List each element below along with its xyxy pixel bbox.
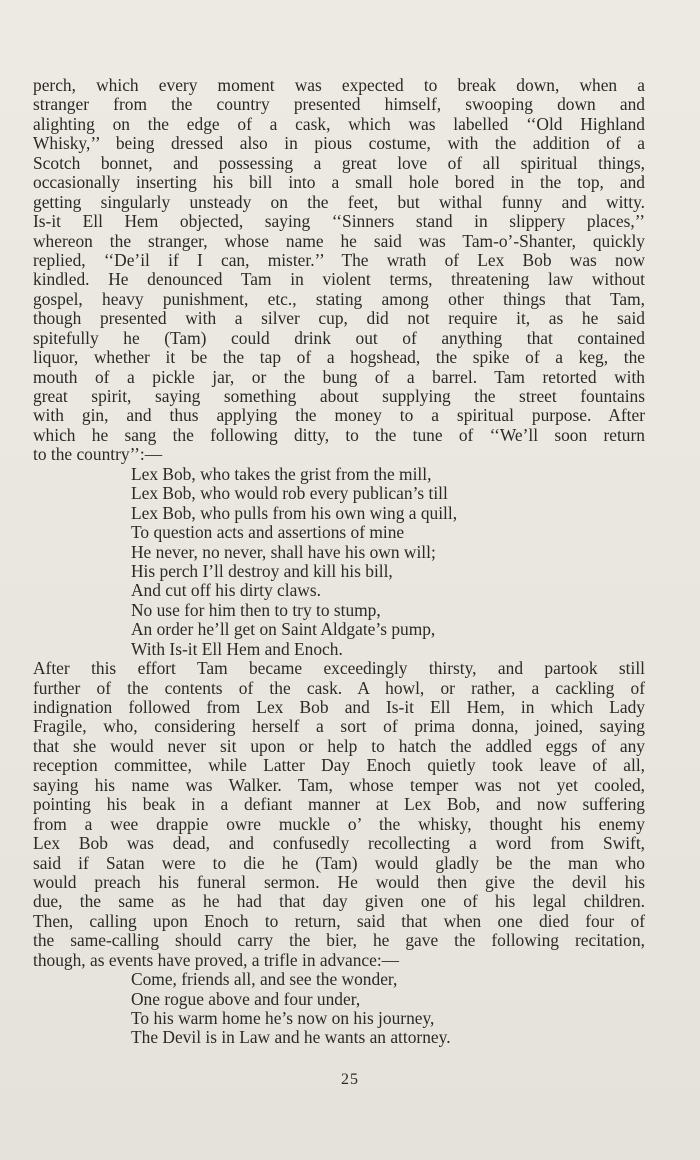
text-line: that she would never sit upon or help to hatch the addled eggs of any: [33, 735, 645, 756]
text-line: due, the same as he had that day given one of his legal children.: [33, 891, 645, 912]
text-line: pointing his beak in a defiant manner at Lex Bob, and now suffering: [33, 794, 645, 815]
text-line: said if Satan were to die he (Tam) would gladly be the man who: [33, 852, 645, 873]
text-line: stranger from the country presented himself, swooping down and: [33, 94, 645, 115]
verse-line: He never, no never, shall have his own will;: [131, 541, 436, 562]
verse-line: To his warm home he’s now on his journey,: [131, 1008, 435, 1028]
paragraph-1: [33, 76, 645, 465]
text-line: saying his name was Walker. Tam, whose temper was not yet cooled,: [33, 774, 645, 795]
verse-line: One rogue above and four under,: [131, 988, 361, 1009]
text-line: great spirit, saying something about supplying the street fountains: [33, 386, 645, 406]
text-line: getting singularly unsteady on the feet, but withal funny and witty.: [33, 191, 645, 212]
text-line: reception committee, while Latter Day Enoch quietly took leave of all,: [33, 755, 645, 776]
text-line: indignation followed from Lex Bob and Is-it Ell Hem, in which Lady: [33, 697, 645, 717]
text-line: gospel, heavy punishment, etc., stating among other things that Tam,: [33, 288, 645, 309]
text-line: liquor, whether it be the tap of a hogshead, the spike of a keg, the: [33, 347, 645, 368]
verse-line: Lex Bob, who pulls from his own wing a quill,: [131, 502, 458, 523]
text-line: After this effort Tam became exceedingly thirsty, and partook still: [33, 658, 645, 679]
text-line: Whisky,’’ being dressed also in pious costume, with the addition of a: [33, 133, 645, 154]
text-line: mouth of a pickle jar, or the bung of a barrel. Tam retorted with: [33, 366, 645, 387]
verse-line: His perch I’ll destroy and kill his bill,: [131, 560, 393, 581]
text-line: further of the contents of the cask. A howl, or rather, a cackling of: [33, 677, 645, 698]
verse-1: [33, 465, 645, 659]
text-line: Scotch bonnet, and possessing a great love of all spiritual things,: [33, 152, 645, 173]
verse-line: Lex Bob, who takes the grist from the mill,: [131, 463, 432, 484]
text-line: the same-calling should carry the bier, he gave the following recitation,: [33, 930, 645, 951]
text-line: from a wee drappie owre muckle o’ the whisky, thought his enemy: [33, 813, 645, 834]
text-line: kindled. He denounced Tam in violent terms, threatening law without: [33, 269, 645, 290]
verse-line: Lex Bob, who would rob every publican’s till: [131, 483, 448, 504]
text-line: whereon the stranger, whose name he said was Tam-o’-Shanter, quickly: [33, 230, 645, 251]
text-line: with gin, and thus applying the money to a spiritual purpose. After: [33, 405, 645, 426]
text-line: occasionally inserting his bill into a small hole bored in the top, and: [33, 172, 645, 193]
text-line: Fragile, who, considering herself a sort of prima donna, joined, saying: [33, 716, 645, 737]
text-line: alighting on the edge of a cask, which was labelled ‘‘Old Highland: [33, 113, 645, 134]
text-line: Is-it Ell Hem objected, saying ‘‘Sinners stand in slippery places,’’: [33, 211, 645, 232]
text-line: would preach his funeral sermon. He would then give the devil his: [33, 871, 645, 892]
text-line: Lex Bob was dead, and confusedly recollecting a word from Swift,: [33, 833, 645, 854]
text-line: spitefully he (Tam) could drink out of anything that contained: [33, 327, 645, 348]
text-line: perch, which every moment was expected to break down, when a: [33, 75, 645, 95]
verse-line: To question acts and assertions of mine: [131, 522, 405, 543]
verse-line: And cut off his dirty claws.: [131, 580, 321, 601]
paragraph-2: [33, 659, 645, 970]
text-line: Then, calling upon Enoch to return, said that when one died four of: [33, 910, 645, 931]
verse-line: The Devil is in Law and he wants an attorney.: [131, 1027, 451, 1048]
text-line: which he sang the following ditty, to the tune of ‘‘We’ll soon return: [33, 424, 645, 445]
text-line: to the country’’:—: [33, 444, 163, 465]
verse-2: [33, 970, 645, 1048]
text-line: though, as events have proved, a trifle in advance:—: [33, 949, 400, 970]
page-number: 25: [341, 1071, 359, 1088]
verse-line: With Is-it Ell Hem and Enoch.: [131, 638, 343, 659]
verse-line: An order he’ll get on Saint Aldgate’s pump,: [131, 619, 436, 640]
verse-line: No use for him then to try to stump,: [131, 599, 381, 620]
page-text: [33, 76, 645, 1048]
text-line: though presented with a silver cup, did not require it, as he said: [33, 308, 645, 329]
verse-line: Come, friends all, and see the wonder,: [131, 969, 398, 990]
text-line: replied, ‘‘De’il if I can, mister.’’ The wrath of Lex Bob was now: [33, 249, 645, 270]
